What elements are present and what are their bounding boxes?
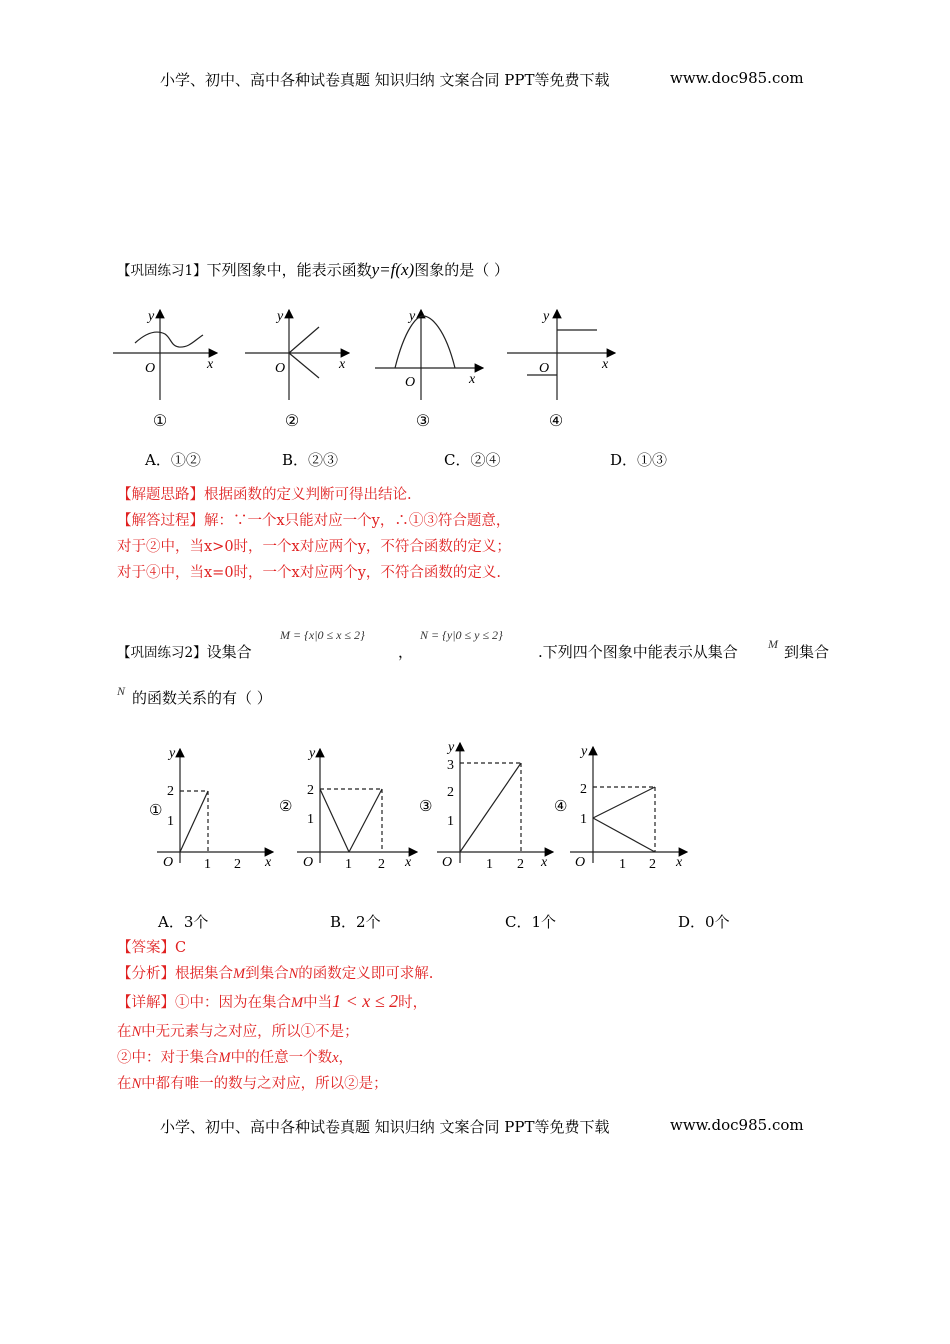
- q1-option-b[interactable]: B．②③: [282, 451, 339, 469]
- q2-set-m: M = {x|0 ≤ x ≤ 2}: [280, 628, 365, 642]
- q2-fig1-tick-y1: 1: [167, 814, 174, 829]
- q2-option-b[interactable]: B．2个: [330, 913, 381, 931]
- q1-fig3-x: x: [469, 372, 476, 387]
- q2-fig4-o: O: [575, 855, 586, 870]
- q2-detail-3: ②中：对于集合M中的任意一个数x，: [117, 1050, 354, 1066]
- page-footer-text: 小学、初中、高中各种试卷真题 知识归纳 文案合同 PPT等免费下载: [160, 1118, 610, 1136]
- q2-fig2-tick-y1: 1: [307, 812, 314, 827]
- q1-fig1-o: O: [145, 361, 156, 376]
- q2-analysis: 【分析】根据集合M到集合N的函数定义即可求解.: [117, 966, 434, 982]
- q1-graph-1: [113, 310, 217, 400]
- q1-fig-label-1: ①: [152, 413, 168, 430]
- q2-option-a[interactable]: A．3个: [158, 913, 209, 931]
- page-footer-url: www.doc985.com: [670, 1116, 804, 1134]
- q1-label: 【巩固练习1】: [117, 263, 207, 279]
- q2-option-c[interactable]: C．1个: [505, 913, 557, 931]
- q2-set-n: N = {y|0 ≤ y ≤ 2}: [420, 628, 503, 642]
- q1-fig1-x: x: [207, 357, 214, 372]
- q2-fig1-tick-y2: 2: [167, 784, 174, 799]
- q2-fig4-tick-y1: 1: [580, 812, 587, 827]
- q2-fig3-tick-y1: 1: [447, 814, 454, 829]
- q2-stem-label: 【巩固练习2】设集合: [117, 643, 252, 661]
- q1-option-a[interactable]: A．①②: [145, 451, 201, 469]
- q2-detail-2: 在N中无元素与之对应，所以①不是；: [117, 1024, 359, 1040]
- q1-function: y=f(x): [371, 260, 415, 279]
- q2-graph-1: [157, 749, 273, 863]
- q2-fig1-tick-x2: 2: [234, 857, 241, 872]
- q1-graph-3: [375, 310, 483, 400]
- q2-fig3-tick-x2: 2: [517, 857, 524, 872]
- q1-fig1-y: y: [148, 309, 155, 324]
- q2-m-inline: M: [768, 637, 778, 651]
- q1-stem: 【巩固练习1】下列图象中，能表示函数y=f(x)图象的是（ ）: [117, 260, 509, 279]
- q2-answer: 【答案】C: [117, 940, 187, 956]
- q1-fig-label-2: ②: [284, 413, 300, 430]
- q2-fig4-tick-x2: 2: [649, 857, 656, 872]
- q2-stem-c: 到集合: [784, 643, 830, 661]
- q2-n-inline: N: [117, 684, 126, 698]
- q1-graph-2: [245, 310, 349, 400]
- q1-process-2: 对于②中，当x>0时，一个x对应两个y，不符合函数的定义；: [117, 539, 511, 555]
- q2-fig2-tick-y2: 2: [307, 783, 314, 798]
- q2-graph-4: [570, 747, 687, 863]
- q2-fig2-tick-x1: 1: [345, 857, 352, 872]
- q2-fig2-y: y: [309, 746, 316, 761]
- q2-graph-3: [437, 743, 553, 863]
- q1-option-d[interactable]: D．①③: [610, 451, 668, 469]
- page-header-url: www.doc985.com: [670, 69, 804, 87]
- q1-option-c[interactable]: C．②④: [444, 451, 501, 469]
- q1-figures: [105, 300, 635, 435]
- q2-fig3-o: O: [442, 855, 453, 870]
- q2-fig3-tick-y2: 2: [447, 785, 454, 800]
- q2-fig3-tick-x1: 1: [486, 857, 493, 872]
- q2-fig4-tick-y2: 2: [580, 782, 587, 797]
- q1-process-1: 【解答过程】解：∵一个x只能对应一个y，∴①③符合题意，: [117, 513, 511, 529]
- q2-option-d[interactable]: D．0个: [678, 913, 730, 931]
- q2-fig3-x: x: [541, 855, 548, 870]
- q2-figures: [135, 735, 695, 875]
- q1-fig2-o: O: [275, 361, 286, 376]
- q2-fig4-x: x: [676, 855, 683, 870]
- q2-comma: ，: [398, 643, 414, 661]
- q1-process-3: 对于④中，当x=0时，一个x对应两个y，不符合函数的定义.: [117, 565, 502, 581]
- q1-fig3-o: O: [405, 375, 416, 390]
- page-header-text: 小学、初中、高中各种试卷真题 知识归纳 文案合同 PPT等免费下载: [160, 71, 610, 89]
- q2-fig1-tick-x1: 1: [204, 857, 211, 872]
- q1-fig4-y: y: [543, 309, 550, 324]
- q1-fig2-y: y: [277, 309, 284, 324]
- q1-graph-4: [507, 310, 615, 400]
- q2-fig1-y: y: [169, 746, 176, 761]
- q1-fig2-x: x: [339, 357, 346, 372]
- q2-fig-label-2: ②: [279, 799, 293, 815]
- q1-fig4-x: x: [602, 357, 609, 372]
- q2-fig3-y: y: [448, 740, 455, 755]
- q2-fig2-o: O: [303, 855, 314, 870]
- q2-fig-label-4: ④: [554, 799, 568, 815]
- q2-detail-1: 【详解】①中：因为在集合M中当1 < x ≤ 2时，: [117, 991, 428, 1011]
- q1-fig-label-4: ④: [548, 413, 564, 430]
- q2-fig4-tick-x1: 1: [619, 857, 626, 872]
- q1-fig3-y: y: [409, 309, 416, 324]
- q2-fig4-y: y: [581, 744, 588, 759]
- q2-fig2-x: x: [405, 855, 412, 870]
- q2-stem-d: 的函数关系的有（ ）: [132, 689, 272, 707]
- q2-fig3-tick-y3: 3: [447, 758, 454, 773]
- q2-fig1-x: x: [265, 855, 272, 870]
- q1-fig4-o: O: [539, 361, 550, 376]
- q2-stem-b: .下列四个图象中能表示从集合: [538, 643, 738, 661]
- q2-fig-label-1: ①: [149, 803, 163, 819]
- q1-fig-label-3: ③: [415, 413, 431, 430]
- q2-fig1-o: O: [163, 855, 174, 870]
- q2-detail-4: 在N中都有唯一的数与之对应，所以②是；: [117, 1076, 388, 1092]
- q1-idea: 【解题思路】根据函数的定义判断可得出结论.: [117, 487, 412, 503]
- q2-fig-label-3: ③: [419, 799, 433, 815]
- q2-graph-2: [297, 749, 417, 863]
- q2-fig2-tick-x2: 2: [378, 857, 385, 872]
